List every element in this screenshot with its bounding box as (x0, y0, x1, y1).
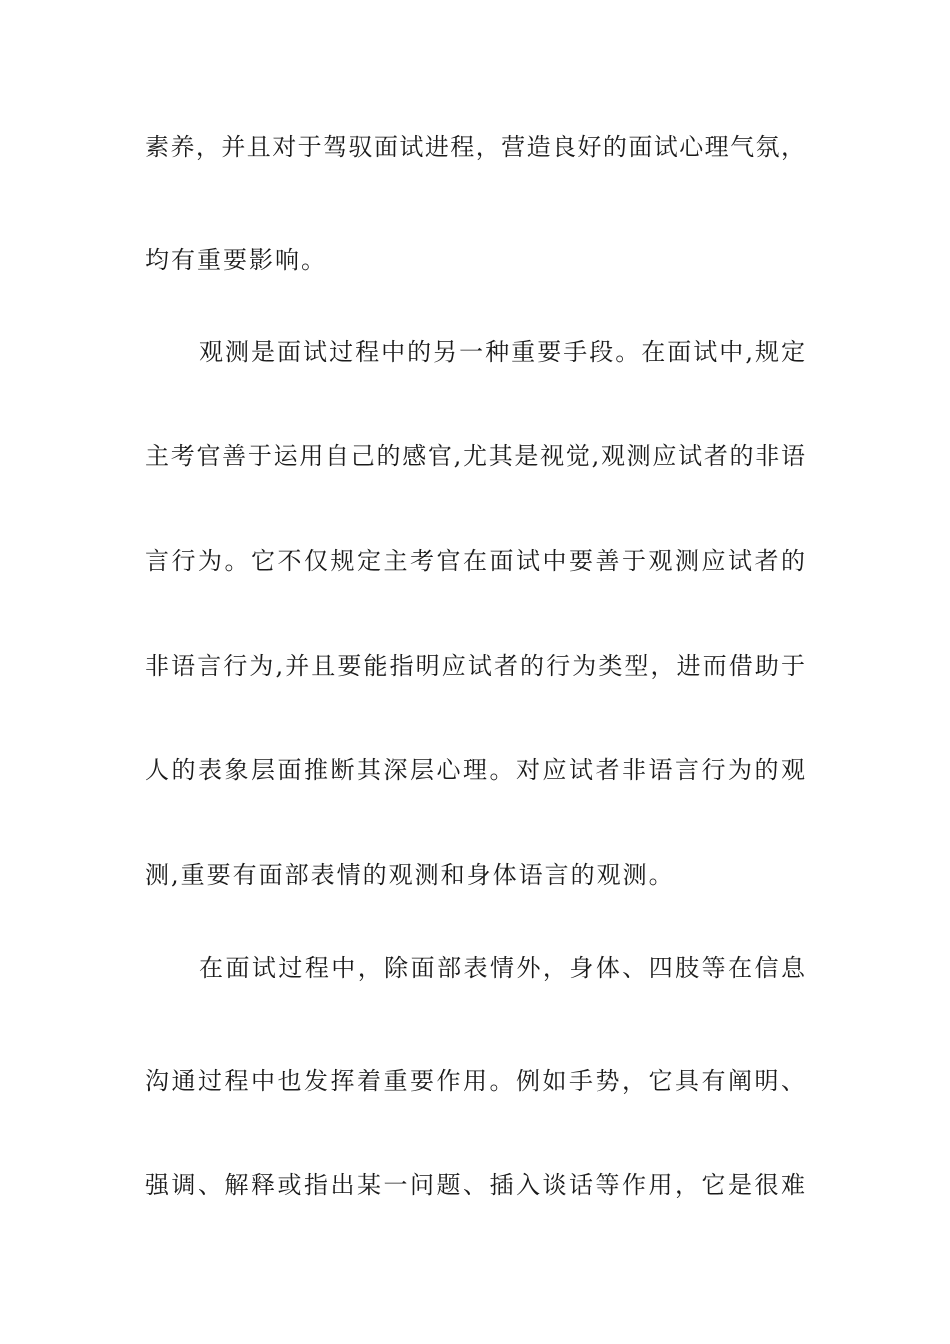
text-line: 人的表象层面推断其深层心理。对应试者非语言行为的观 (145, 756, 805, 784)
text-line: 强调、解释或指出某一问题、插入谈话等作用，它是很难 (145, 1171, 805, 1199)
text-line: 非语言行为,并且要能指明应试者的行为类型，进而借助于 (145, 652, 805, 680)
paragraph-start-line: 在面试过程中，除面部表情外，身体、四肢等在信息 (199, 954, 805, 982)
text-line: 测,重要有面部表情的观测和身体语言的观测。 (145, 861, 675, 889)
text-line: 主考官善于运用自己的感官,尤其是视觉,观测应试者的非语 (145, 442, 805, 470)
text-line: 沟通过程中也发挥着重要作用。例如手势，它具有阐明、 (145, 1067, 805, 1095)
paragraph-start-line: 观测是面试过程中的另一种重要手段。在面试中,规定 (199, 338, 805, 366)
text-line: 素养，并且对于驾驭面试进程，营造良好的面试心理气氛， (145, 133, 805, 161)
text-line: 言行为。它不仅规定主考官在面试中要善于观测应试者的 (145, 547, 805, 575)
text-line: 均有重要影响。 (145, 246, 327, 274)
